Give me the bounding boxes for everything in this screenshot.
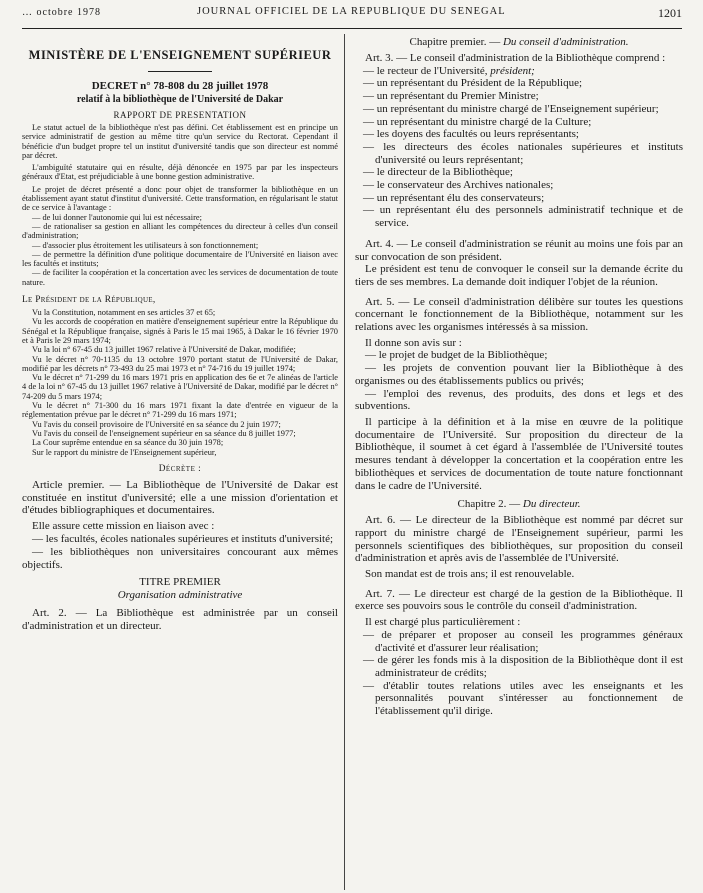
ministry-heading: MINISTÈRE DE L'ENSEIGNEMENT SUPÉRIEUR <box>28 48 332 62</box>
chapter-2-label: Chapitre 2. — <box>457 498 521 511</box>
article-5-c: Il participe à la définition et à la mise en œuvre de la politique documentaire de l'Université. Sur proposition du directeur de la Bibliothèque, il soumet à cet égard à l'assemblée de l'Université toutes mesures tendant à développer la concertation et la coopération entre les bibliothèques et services de documentation de toute nature fonctionnant dans le cadre de l'Université. <box>355 415 683 492</box>
spacer <box>355 230 683 238</box>
visa-item: Vu le décret n° 70-1135 du 13 octobre 1970 portant statut de l'Université de Dakar, modifié par les décrets n° 73-493 du 25 mai 1973 et n° 74-716 du 19 juillet 1974; <box>22 354 338 373</box>
article-3-item: — le directeur de la Bibliothèque; <box>363 166 513 179</box>
article-5-item: — l'emploi des revenus, des produits, des dons et legs et des subventions. <box>355 387 683 413</box>
visa-item: Vu l'avis du conseil provisoire de l'Université en sa séance du 2 juin 1977; <box>32 419 281 429</box>
article-3-item: — un représentant du ministre chargé de la Culture; <box>363 115 592 128</box>
rapport-paragraph: L'ambiguïté statutaire qui en résulte, déjà dénoncée en 1975 par par les inspecteurs généraux d'Etat, est préjudiciable à une bonne gestion administrative. <box>22 163 338 182</box>
visa-item: Vu les accords de coopération en matière d'enseignement supérieur entre la République du Sénégal et la République française, signés à Paris le 15 mai 1965, à Dakar le 16 février 1970 et à Paris le 29 mars 1974; <box>22 317 338 345</box>
article-6: Art. 6. — Le directeur de la Bibliothèque est nommé par décret sur rapport du ministre chargé de l'Enseignement supérieur, parmi les personnels scientifiques des bibliothèques, sur proposition du conseil d'administration et après avis de l'assemblée de l'Université. <box>355 514 683 565</box>
article-3-president: — le recteur de l'Université, <box>363 64 488 77</box>
visa-item: Sur le rapport du ministre de l'Enseignement supérieur, <box>32 447 217 457</box>
right-articles-2 <box>355 514 683 718</box>
rapport-item: — de lui donner l'autonomie qui lui est nécessaire; <box>32 212 202 222</box>
visa-item: La Cour suprême entendue en sa séance du 30 juin 1978; <box>32 438 224 448</box>
column-divider <box>344 34 345 890</box>
titre-subheading: Organisation administrative <box>117 589 243 602</box>
decree-subtitle: relatif à la bibliothèque de l'Université de Dakar <box>76 94 284 105</box>
visa-item: Vu le décret n° 71-300 du 16 mars 1971 fixant la date d'entrée en vigueur de la réglementation prévue par le décret n° 71-299 du 16 mars 1971; <box>22 401 338 420</box>
article-3-item: — les directeurs des écoles nationales supérieures et instituts d'université ou leurs représentant; <box>363 140 683 166</box>
article-3-intro: Art. 3. — Le conseil d'administration de la Bibliothèque comprend : <box>365 52 666 64</box>
rapport-paragraph: Le statut actuel de la bibliothèque n'est pas défini. Cet établissement est en principe un service administratif de gestion au même titre qu'un service du Rectorat. Cependant il bénéficie d'un budget propre tel un institut d'université tandis que son directeur est nommé par décret. <box>22 123 338 160</box>
page-header <box>22 6 682 26</box>
article-5-item: — les projets de convention pouvant lier la Bibliothèque à des organismes ou des établissements publics ou privés; <box>355 362 683 387</box>
mission-intro: Elle assure cette mission en liaison avec : <box>32 520 215 533</box>
article-7-item: — de gérer les fonds mis à la disposition de la Bibliothèque dont il est administrateur de crédits; <box>363 654 683 679</box>
article-7-item: — de préparer et proposer au conseil les programmes généraux d'activité et d'assurer leur réalisation; <box>363 628 683 654</box>
article-6-b: Son mandat est de trois ans; il est renouvelable. <box>365 568 575 581</box>
article-7-item: — d'établir toutes relations utiles avec les enseignants et les personnalités pouvant s'intéresser au fonctionnement de l'établissement qu'il dirige. <box>363 679 683 718</box>
article-2: Art. 2. — La Bibliothèque est administrée par un conseil d'administration et un directeur. <box>22 607 338 633</box>
article-7: Art. 7. — Le directeur est chargé de la gestion de la Bibliothèque. Il exerce ses pouvoirs sous le contrôle du conseil d'administration. <box>355 587 683 613</box>
article-2-block <box>22 607 338 633</box>
visa-item: Vu la Constitution, notamment en ses articles 37 et 65; <box>32 308 216 318</box>
chapter-2-heading <box>355 498 683 510</box>
president-heading: Le Président de la République, <box>22 295 156 306</box>
rapport-item: — de permettre la définition d'une politique documentaire de l'Université en liaison avec les facultés et instituts; <box>22 249 338 269</box>
article-5: Art. 5. — Le conseil d'administration délibère sur toutes les questions concernant le fonctionnement de la Bibliothèque, notamment sur les relations avec les organismes intéressés à sa mission. <box>355 295 683 334</box>
visa-item: Vu la loi n° 67-45 du 13 juillet 1967 relative à l'Université de Dakar, modifiée; <box>32 345 296 355</box>
rapport-item: — de faciliter la coopération et la concertation avec les services de documentation de toute nature. <box>22 268 338 287</box>
header-rule <box>22 28 682 29</box>
chapter-1-label: Chapitre premier. — <box>409 36 501 48</box>
article-1: Article premier. — La Bibliothèque de l'Université de Dakar est constituée en institut d'université; elle a une mission d'orientation et d'études bibliographiques et documentaires. <box>22 478 338 517</box>
mission-item: — les bibliothèques non universitaires concourant aux mêmes objectifs. <box>22 545 338 571</box>
article-3-item: — le conservateur des Archives nationales; <box>363 179 554 192</box>
mission-item: — les facultés, écoles nationales supérieures et instituts d'université; <box>32 532 334 545</box>
visa-item: Vu le décret n° 71-299 du 16 mars 1971 pris en application des 6e et 7e alinéas de l'article 4 de la loi n° 67-45 du 13 juillet 1967 relative à l'Université de Dakar, modifié par le décret n° 74-209 du 5 mars 1974; <box>22 373 338 401</box>
page-number: 1201 <box>658 6 682 20</box>
visas-list <box>22 308 338 457</box>
article-4-b: Le président est tenu de convoquer le conseil sur la demande écrite du tiers de ses membres. La demande doit indiquer l'objet de la réunion. <box>355 263 683 288</box>
rapport-paragraph: Le projet de décret présenté a donc pour objet de transformer la bibliothèque en un établissement ayant statut d'institut d'université. Cette transformation, en régularisant le statut de ce service à l'avantage : <box>22 184 338 213</box>
article-5-avis: Il donne son avis sur : <box>365 336 462 349</box>
decree-title: DECRET n° 78-808 du 28 juillet 1978 <box>91 80 269 92</box>
rapport-item: — de rationaliser sa gestion en alliant les compétences du directeur à celles d'un conseil d'administration; <box>22 221 338 241</box>
rapport-heading: RAPPORT DE PRESENTATION <box>113 110 247 120</box>
article-4: Art. 4. — Le conseil d'administration se réunit au moins une fois par an sur convocation de son président. <box>355 237 683 263</box>
ministry-rule <box>148 71 212 72</box>
left-column <box>22 36 338 636</box>
article-3-item: — un représentant du Président de la République; <box>363 77 583 90</box>
right-articles <box>355 52 683 492</box>
left-articles <box>22 479 338 572</box>
rapport-item: — d'associer plus étroitement les utilisateurs à son fonctionnement; <box>32 240 259 250</box>
article-3-item: — un représentant élu des conservateurs; <box>363 191 545 204</box>
rapport-body <box>22 123 338 287</box>
article-3-item: — un représentant du Premier Ministre; <box>363 90 539 103</box>
article-3-president-role: président; <box>490 64 535 77</box>
article-7-b: Il est chargé plus particulièrement : <box>365 616 521 629</box>
right-column <box>355 36 683 718</box>
titre-heading: TITRE PREMIER <box>139 576 221 589</box>
article-3-list <box>355 65 683 230</box>
chapter-1-title: Du conseil d'administration. <box>502 36 629 48</box>
article-3-item <box>355 65 683 78</box>
article-3-item: — un représentant élu des personnels administratif technique et de service. <box>363 204 683 230</box>
chapter-1-heading <box>355 36 683 48</box>
decrete-heading: Décrète : <box>158 463 202 474</box>
article-5-item: — le projet de budget de la Bibliothèque; <box>365 349 548 362</box>
visa-item: Vu l'avis du conseil de l'enseignement supérieur en sa séance du 8 juillet 1977; <box>32 428 296 438</box>
article-7-list <box>355 629 683 718</box>
chapter-2-title: Du directeur. <box>522 498 581 511</box>
header-date: … octobre 1978 <box>22 7 101 18</box>
article-3-item: — un représentant du ministre chargé de l'Enseignement supérieur; <box>363 102 659 115</box>
article-3-item: — les doyens des facultés ou leurs représentants; <box>363 128 579 141</box>
journal-title: JOURNAL OFFICIEL DE LA REPUBLIQUE DU SENEGAL <box>197 6 506 17</box>
